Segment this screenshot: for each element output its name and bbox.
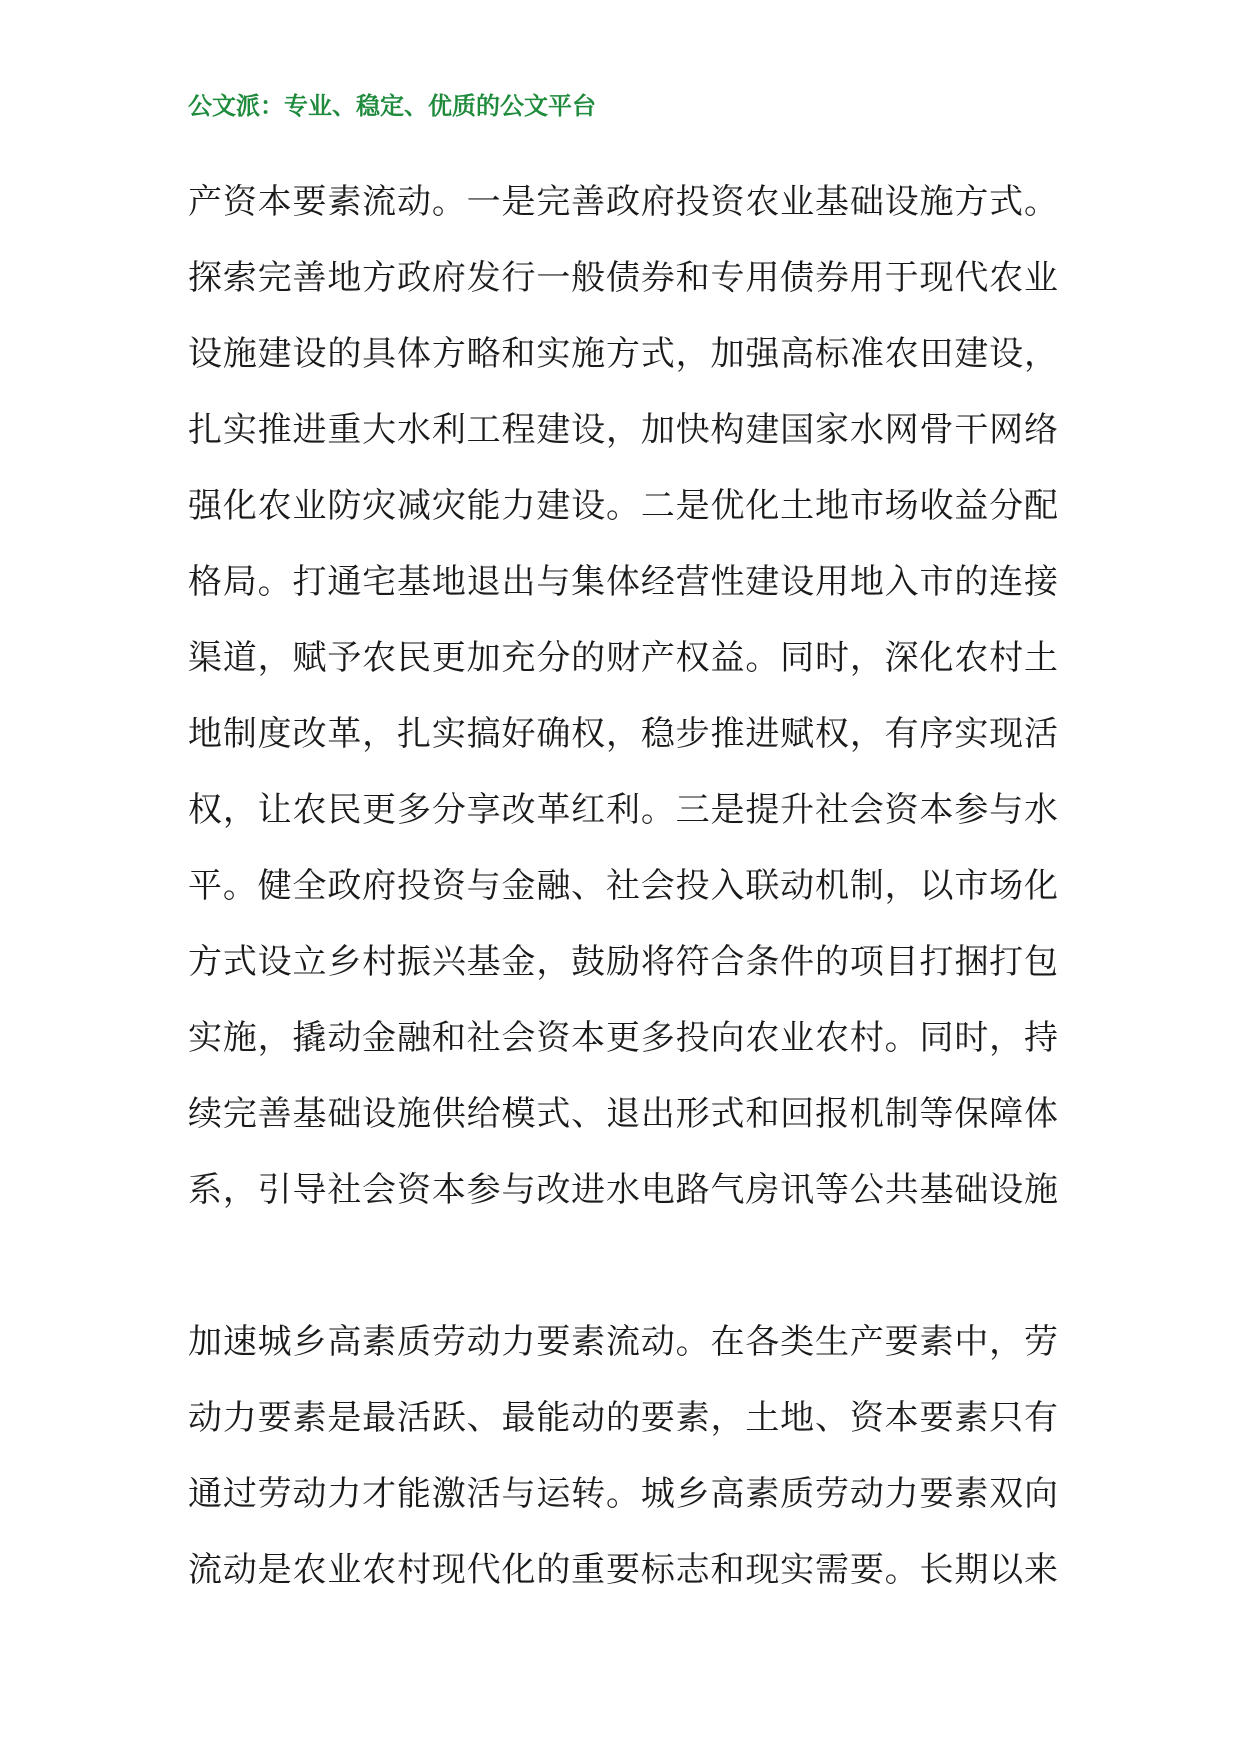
text-line: 扎实推进重大水利工程建设，加快构建国家水网骨干网络 — [188, 410, 1058, 450]
text-line: 动力要素是最活跃、最能动的要素，土地、资本要素只有 — [188, 1398, 1058, 1438]
text-line: 渠道，赋予农民更加充分的财产权益。同时，深化农村土 — [188, 638, 1058, 678]
text-line: 实施，撬动金融和社会资本更多投向农业农村。同时，持 — [188, 1018, 1058, 1058]
text-line: 格局。打通宅基地退出与集体经营性建设用地入市的连接 — [188, 562, 1058, 602]
text-line: 流动是农业农村现代化的重要标志和现实需要。长期以来 — [188, 1550, 1058, 1590]
text-line: 平。健全政府投资与金融、社会投入联动机制，以市场化 — [188, 866, 1058, 906]
text-line: 通过劳动力才能激活与运转。城乡高素质劳动力要素双向 — [188, 1474, 1058, 1514]
text-line: 权，让农民更多分享改革红利。三是提升社会资本参与水 — [188, 790, 1058, 830]
site-header-title: 公文派：专业、稳定、优质的公文平台 — [188, 92, 596, 120]
paragraph-2 — [188, 1304, 1058, 1608]
text-line: 强化农业防灾减灾能力建设。二是优化土地市场收益分配 — [188, 486, 1058, 526]
text-line: 设施建设的具体方略和实施方式，加强高标准农田建设， — [188, 334, 1058, 374]
text-line: 方式设立乡村振兴基金，鼓励将符合条件的项目打捆打包 — [188, 942, 1058, 982]
text-line: 地制度改革，扎实搞好确权，稳步推进赋权，有序实现活 — [188, 714, 1058, 754]
text-line: 加速城乡高素质劳动力要素流动。在各类生产要素中，劳 — [188, 1322, 1058, 1362]
text-line: 续完善基础设施供给模式、退出形式和回报机制等保障体 — [188, 1094, 1058, 1134]
text-line: 产资本要素流动。一是完善政府投资农业基础设施方式。 — [188, 182, 1058, 222]
text-line: 系，引导社会资本参与改进水电路气房讯等公共基础设施 — [188, 1170, 1058, 1210]
text-line: 探索完善地方政府发行一般债券和专用债券用于现代农业 — [188, 258, 1058, 298]
paragraph-1 — [188, 164, 1058, 1228]
